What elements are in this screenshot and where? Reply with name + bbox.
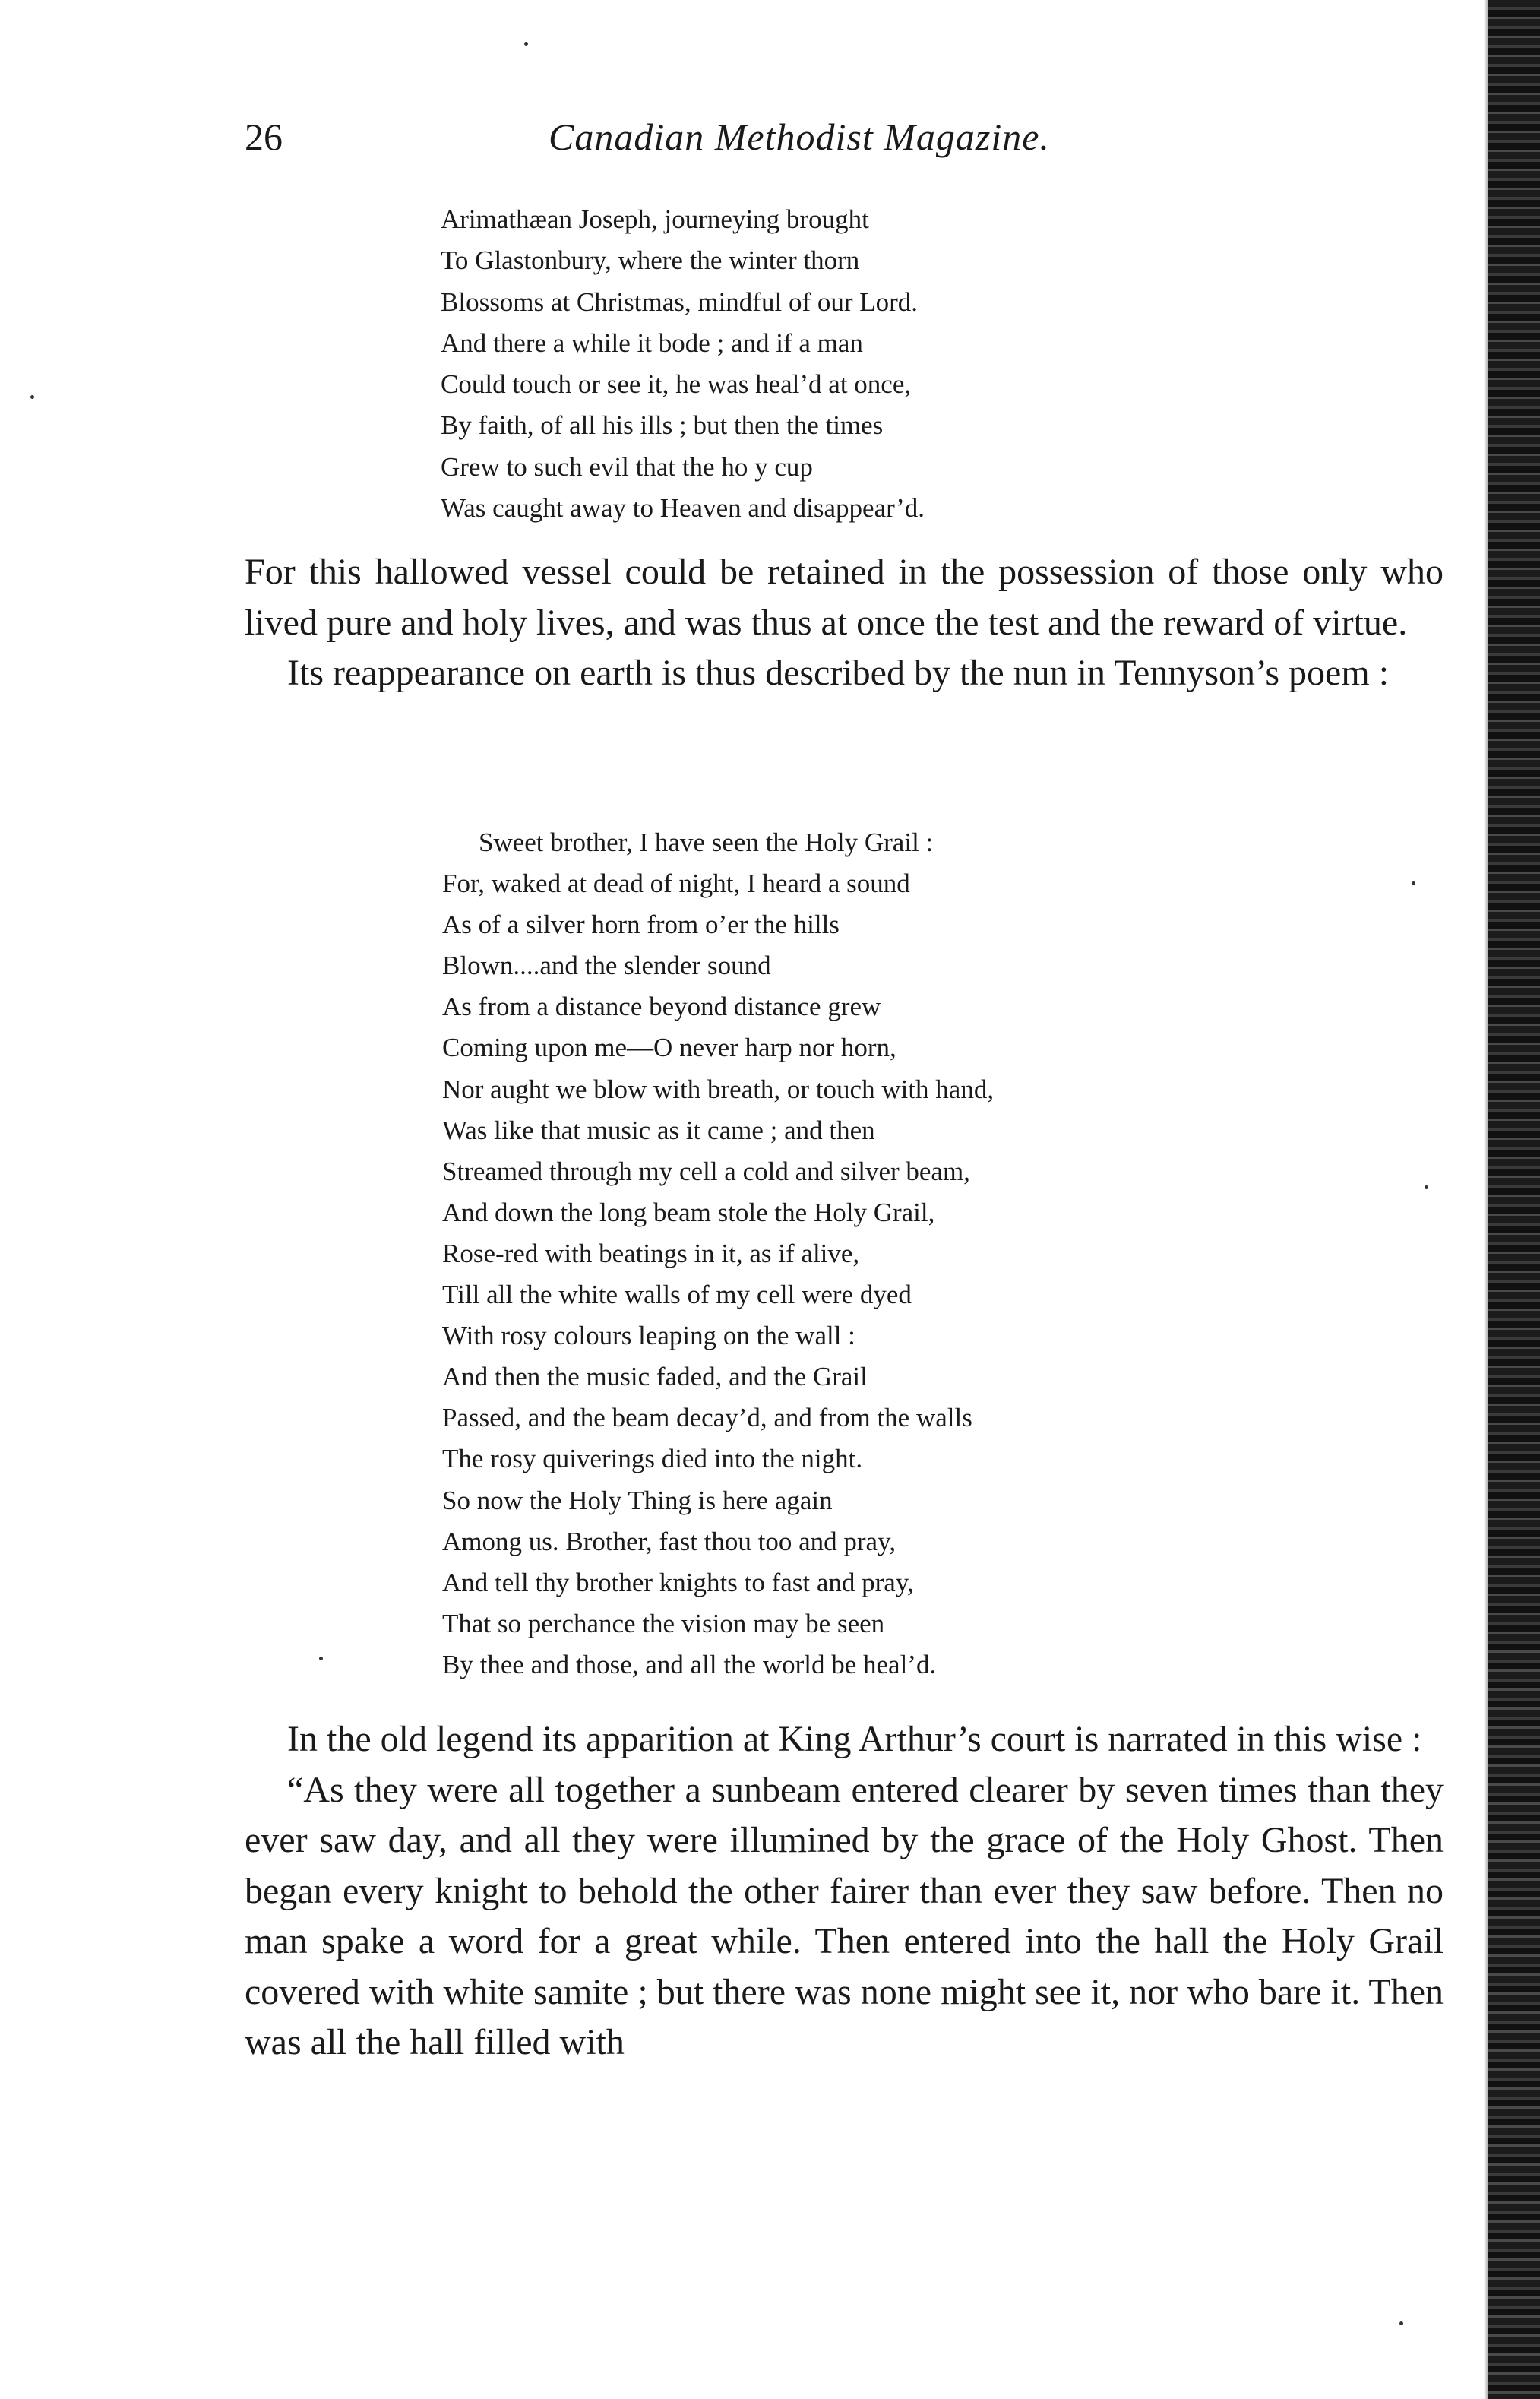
verse-line: Coming upon me—O never harp nor horn, — [442, 1033, 896, 1063]
verse-line: Till all the white walls of my cell were dyed — [442, 1280, 912, 1310]
verse-line: By faith, of all his ills ; but then the times — [441, 410, 884, 441]
verse-line: That so perchance the vision may be seen — [442, 1608, 885, 1638]
verse-line: Streamed through my cell a cold and silver beam, — [442, 1156, 970, 1186]
body-text-1 — [245, 547, 1444, 699]
scan-speck — [1425, 1185, 1428, 1189]
verse-line: Passed, and the beam decay’d, and from the walls — [442, 1403, 972, 1433]
verse-line: Arimathæan Joseph, journeying brought — [441, 204, 869, 234]
verse-line: With rosy colours leaping on the wall : — [442, 1321, 855, 1351]
page-header — [245, 114, 1460, 175]
verse-line: Nor aught we blow with breath, or touch with hand, — [442, 1074, 995, 1104]
verse-quotation-1 — [441, 199, 925, 529]
verse-line: For, waked at dead of night, I heard a sound — [442, 869, 910, 899]
page-number: 26 — [245, 116, 283, 158]
scan-speck — [1399, 2321, 1403, 2325]
verse-line: Grew to such evil that the ho y cup — [441, 451, 813, 482]
verse-line: As of a silver horn from o’er the hills — [442, 910, 840, 940]
verse-line: Was caught away to Heaven and disappear’d. — [441, 493, 925, 524]
scan-speck — [524, 42, 528, 46]
verse-line: Was like that music as it came ; and then — [442, 1115, 875, 1145]
scan-speck — [1412, 881, 1415, 885]
running-title: Canadian Methodist Magazine. — [549, 116, 1050, 158]
verse-line: And down the long beam stole the Holy Grail, — [442, 1197, 935, 1227]
body-text-2 — [245, 1714, 1444, 2068]
paragraph: In the old legend its apparition at King Arthur’s court is narrated in this wise : — [287, 1719, 1422, 1759]
verse-line: To Glastonbury, where the winter thorn — [441, 245, 860, 276]
verse-line: And there a while it bode ; and if a man — [441, 328, 863, 358]
paragraph: Its reappearance on earth is thus described by the nun in Tennyson’s poem : — [287, 653, 1390, 693]
verse-line: So now the Holy Thing is here again — [442, 1485, 833, 1515]
paragraph: For this hallowed vessel could be retained in the possession of those only who lived pure and holy lives, and was thus at once the test and the reward of virtue. — [245, 552, 1444, 643]
verse-line: Among us. Brother, fast thou too and pray, — [442, 1526, 896, 1556]
scan-binding-edge — [1488, 0, 1540, 2399]
verse-line: And then the music faded, and the Grail — [442, 1362, 868, 1392]
verse-line: Blown....and the slender sound — [442, 951, 771, 981]
verse-line: As from a distance beyond distance grew — [442, 992, 881, 1022]
verse-line: By thee and those, and all the world be heal’d. — [442, 1649, 937, 1679]
scan-speck — [319, 1657, 323, 1660]
verse-quotation-2 — [442, 822, 994, 1685]
paragraph: “As they were all together a sunbeam entered clearer by seven times than they ever saw day, and all they were illumined by the grace of the Holy Ghost. Then began every knight to behold the other fairer than ever they saw before. Then no man spake a word for a great while. Then entered into the hall the Holy Grail covered with white samite ; but there was none might see it, nor who bare it. Then was all the hall filled with — [245, 1769, 1444, 2062]
verse-line: Could touch or see it, he was heal’d at once, — [441, 369, 912, 400]
scan-speck — [30, 395, 34, 399]
verse-line: Rose-red with beatings in it, as if alive, — [442, 1238, 860, 1268]
verse-line: And tell thy brother knights to fast and pray, — [442, 1567, 914, 1597]
verse-line: Sweet brother, I have seen the Holy Grail : — [479, 828, 934, 857]
verse-line: Blossoms at Christmas, mindful of our Lord. — [441, 286, 919, 317]
verse-line: The rosy quiverings died into the night. — [442, 1444, 863, 1474]
